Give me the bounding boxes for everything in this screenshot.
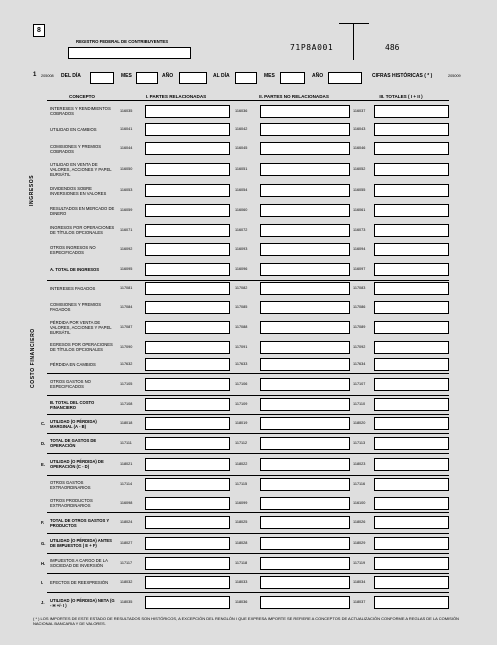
field-code: 117081 (120, 286, 133, 290)
row-concept-label (50, 592, 116, 613)
field-code: 117089 (353, 325, 366, 329)
field-code: 116059 (120, 208, 133, 212)
field-code: 118037 (353, 600, 366, 604)
to-day-label: AL DÍA (213, 73, 230, 79)
footnote: ( * ) LOS IMPORTES DE ESTE ESTADO DE RESULTADOS SON HISTÓRICOS, A EXCEPCIÓN DEL RENGLÓN I QUE EXPRESA IMPORTE SE REFIERE A CONCEPTOS DE ACTUALIZACIÓN CONFORME A REGLAS DE LA COMISIÓN NACIONAL BANCARIA Y DE VALORES. (33, 616, 459, 626)
row-concept-text: INTERESES PAGADOS (50, 286, 96, 291)
field-code: 116055 (353, 188, 366, 192)
field-code: 116036 (235, 108, 248, 113)
unrelated-amount-input[interactable] (260, 398, 350, 411)
row-concept-text: A. TOTAL DE INGRESOS (50, 267, 100, 272)
row-letter (41, 414, 49, 433)
unrelated-amount-input[interactable] (260, 204, 350, 217)
unrelated-amount-input[interactable] (260, 163, 350, 176)
to-year-label: AÑO (312, 73, 324, 79)
table-row (41, 414, 397, 433)
table-row (47, 159, 397, 180)
related-amount-input[interactable] (145, 516, 230, 529)
section-divider (47, 592, 449, 593)
row-concept-text: PÉRDIDA POR VENTA DE VALORES, ACCIONES Y PAPEL BURSÁTIL (50, 320, 112, 335)
row-concept-label (50, 414, 116, 433)
total-amount-input[interactable] (374, 123, 449, 136)
section-divider (47, 573, 449, 574)
field-code: 116072 (235, 227, 248, 232)
total-amount-input[interactable] (374, 301, 449, 314)
row-concept-label (50, 220, 116, 240)
related-amount-input[interactable] (145, 301, 230, 314)
field-code: 117085 (235, 304, 248, 309)
header-mark-vertical (353, 23, 354, 60)
row-concept-label (50, 373, 116, 395)
related-amount-input[interactable] (145, 263, 230, 276)
row-concept-text: UTILIDAD EN VENTA DE VALORES, ACCIONES Y PAPEL BURSÁTIL (50, 162, 112, 177)
field-code: 116071 (120, 227, 133, 232)
field-code: 117108 (120, 402, 133, 406)
row-concept-text: PÉRDIDA EN CAMBIOS (50, 362, 96, 367)
row-concept-text: B. TOTAL DEL COSTO FINANCIERO (50, 399, 95, 410)
row-concept-label (50, 297, 116, 317)
field-code: 118033 (235, 580, 248, 584)
total-amount-input[interactable] (374, 204, 449, 217)
row-letter (41, 453, 49, 475)
total-amount-input[interactable] (374, 263, 449, 276)
field-code: 117083 (353, 286, 366, 290)
row-concept-label (50, 475, 116, 494)
total-amount-input[interactable] (374, 105, 449, 118)
field-code: 118025 (235, 520, 248, 524)
unrelated-amount-input[interactable] (260, 358, 350, 371)
row-letter-text: J. (41, 600, 45, 605)
field-code: 117112 (235, 440, 248, 445)
section-divider (47, 433, 449, 434)
row-concept-text: DIVIDENDOS SOBRE INVERSIONES EN VALORES (50, 185, 107, 196)
total-amount-input[interactable] (374, 458, 449, 471)
table-row (41, 553, 397, 573)
unrelated-amount-input[interactable] (260, 458, 350, 471)
related-amount-input[interactable] (145, 458, 230, 471)
total-amount-input[interactable] (374, 184, 449, 197)
to-year-input[interactable] (328, 72, 362, 84)
field-code: 117119 (353, 560, 366, 565)
field-code: 116094 (353, 247, 366, 251)
total-amount-input[interactable] (374, 557, 449, 570)
field-code: 118026 (353, 520, 366, 524)
total-amount-input[interactable] (374, 358, 449, 371)
related-amount-input[interactable] (145, 204, 230, 217)
field-code: 118028 (235, 540, 248, 545)
field-code: 118029 (353, 540, 366, 545)
field-code: 116041 (120, 127, 133, 131)
field-code: 116035 (120, 108, 133, 113)
related-amount-input[interactable] (145, 123, 230, 136)
row-concept-text: INGRESOS POR OPERACIONES DE TÍTULOS OPCIONALES (50, 225, 115, 235)
row-letter (41, 433, 49, 453)
row-letter-text: C. (41, 421, 46, 426)
row-concept-text: OTROS INGRESOS NO ESPECIFICADOS (50, 244, 96, 255)
field-code: 116051 (235, 167, 248, 171)
row-letter-text: I. (41, 580, 44, 585)
row-concept-text: EFECTOS DE REEXPRESIÓN (50, 580, 109, 585)
period-code-start: 205008 (41, 74, 54, 78)
unrelated-amount-input[interactable] (260, 243, 350, 256)
section-divider (47, 280, 449, 281)
total-amount-input[interactable] (374, 537, 449, 550)
row-letter-text: G. (41, 540, 46, 546)
field-code: 116100 (353, 500, 366, 505)
unrelated-amount-input[interactable] (260, 516, 350, 529)
table-row (47, 121, 397, 138)
related-amount-input[interactable] (145, 341, 230, 354)
table-row (47, 240, 397, 259)
related-amount-input[interactable] (145, 378, 230, 391)
row-concept-label (50, 317, 116, 338)
row-letter (41, 553, 49, 573)
related-amount-input[interactable] (145, 497, 230, 510)
row-concept-label (50, 259, 116, 280)
field-code: 118035 (120, 600, 133, 604)
field-code: 116045 (235, 146, 248, 150)
row-concept-text: RESULTADOS EN MERCADO DE DINERO (50, 205, 115, 216)
unrelated-amount-input[interactable] (260, 224, 350, 237)
row-concept-label (50, 512, 116, 533)
total-amount-input[interactable] (374, 478, 449, 491)
period-line-number: 1 (33, 72, 37, 78)
field-code: 116093 (235, 247, 248, 251)
section-divider (47, 553, 449, 554)
totals-header: III. TOTALES ( I + II ) (353, 94, 449, 101)
total-amount-input[interactable] (374, 224, 449, 237)
total-amount-input[interactable] (374, 142, 449, 155)
table-row (47, 180, 397, 201)
concept-header: CONCEPTO (47, 94, 117, 101)
total-amount-input[interactable] (374, 596, 449, 609)
row-concept-label (50, 553, 116, 573)
total-amount-input[interactable] (374, 243, 449, 256)
field-code: 117111 (120, 440, 132, 445)
field-code: 116044 (120, 146, 133, 150)
field-code: 117106 (235, 381, 248, 386)
field-code: 116043 (353, 127, 366, 131)
table-row (47, 220, 397, 240)
unrelated-amount-input[interactable] (260, 417, 350, 430)
section-divider (47, 512, 449, 513)
field-code: 117091 (235, 344, 248, 349)
to-month-input[interactable] (280, 72, 305, 84)
unrelated-amount-input[interactable] (260, 142, 350, 155)
row-concept-label (50, 533, 116, 553)
row-concept-label (50, 138, 116, 159)
field-code: 116060 (235, 208, 248, 212)
field-code: 117082 (235, 286, 248, 290)
row-concept-text: OTROS GASTOS NO ESPECIFICADOS (50, 379, 91, 389)
field-code: 117086 (353, 304, 366, 309)
field-code: 118019 (235, 421, 248, 425)
related-amount-input[interactable] (145, 243, 230, 256)
section-divider (47, 414, 449, 415)
historical-figures-label: CIFRAS HISTÓRICAS ( * ) (372, 73, 433, 79)
table-row (47, 280, 397, 297)
row-letter-text: E. (41, 461, 45, 467)
field-code: 116053 (120, 188, 133, 192)
section-divider (47, 395, 449, 396)
row-concept-text: COMISIONES Y PREMIOS PAGADOS (50, 302, 102, 312)
unrelated-amount-input[interactable] (260, 596, 350, 609)
table-row (41, 533, 397, 553)
from-year-input[interactable] (179, 72, 207, 84)
row-concept-label (50, 338, 116, 356)
unrelated-amount-input[interactable] (260, 263, 350, 276)
field-code: 117088 (235, 325, 248, 329)
field-code: 118032 (120, 580, 133, 584)
field-code: 116097 (353, 267, 366, 271)
field-code: 117115 (235, 482, 248, 486)
row-letter (41, 512, 49, 533)
related-amount-input[interactable] (145, 398, 230, 411)
total-amount-input[interactable] (374, 437, 449, 450)
rfc-label: REGISTRO FEDERAL DE CONTRIBUYENTES (76, 39, 169, 44)
related-amount-input[interactable] (145, 358, 230, 371)
table-row (47, 317, 397, 338)
row-concept-text: TOTAL DE OTROS GASTOS Y PRODUCTOS (50, 517, 110, 528)
total-amount-input[interactable] (374, 576, 449, 589)
rfc-input[interactable] (68, 47, 191, 59)
field-code: 118020 (353, 421, 366, 425)
field-code: 116095 (120, 267, 133, 271)
to-month-label: MES (264, 73, 275, 79)
table-row (47, 494, 397, 512)
from-day-input[interactable] (90, 72, 114, 84)
field-code: 117117 (120, 560, 133, 565)
row-concept-label (50, 395, 116, 414)
field-code: 116052 (353, 167, 366, 171)
unrelated-amount-input[interactable] (260, 478, 350, 491)
row-concept-text: COMISIONES Y PREMIOS COBRADOS (50, 143, 102, 154)
total-amount-input[interactable] (374, 497, 449, 510)
row-concept-label (50, 453, 116, 475)
section-divider (47, 533, 449, 534)
unrelated-amount-input[interactable] (260, 282, 350, 295)
field-code: 116092 (120, 247, 133, 251)
row-letter (41, 592, 49, 613)
form-number: 486 (385, 43, 400, 52)
table-row (47, 373, 397, 395)
field-code: 118036 (235, 600, 248, 604)
section-divider (47, 453, 449, 454)
related-amount-input[interactable] (145, 437, 230, 450)
row-concept-text: IMPUESTOS A CARGO DE LA SOCIEDAD DE INVERSIÓN (50, 558, 108, 568)
related-amount-input[interactable] (145, 321, 230, 334)
row-concept-label (50, 240, 116, 259)
row-concept-label (50, 356, 116, 373)
row-concept-text: UTILIDAD EN CAMBIOS (50, 127, 97, 132)
unrelated-amount-input[interactable] (260, 497, 350, 510)
table-row (41, 592, 397, 613)
field-code: 118027 (120, 540, 133, 545)
field-code: 118021 (120, 461, 133, 466)
row-concept-label (50, 101, 116, 121)
row-concept-text: UTILIDAD (O PÉRDIDA) NETA (G - H +/- I ) (50, 597, 115, 608)
related-amount-input[interactable] (145, 596, 230, 609)
section-divider (47, 373, 449, 374)
to-day-input[interactable] (235, 72, 257, 84)
table-row (47, 395, 397, 414)
table-row (41, 573, 397, 592)
section-label-costo-financiero: COSTO FINANCIERO (30, 328, 36, 388)
total-amount-input[interactable] (374, 398, 449, 411)
field-code: 117632 (120, 362, 133, 366)
field-code: 117105 (120, 381, 133, 386)
field-code: 117118 (235, 560, 248, 565)
related-amount-input[interactable] (145, 142, 230, 155)
field-code: 116054 (235, 188, 248, 192)
unrelated-amount-input[interactable] (260, 557, 350, 570)
total-amount-input[interactable] (374, 417, 449, 430)
field-code: 117084 (120, 304, 133, 309)
field-code: 116096 (235, 267, 248, 271)
field-code: 118022 (235, 461, 248, 466)
field-code: 118018 (120, 421, 133, 425)
table-row (41, 512, 397, 533)
field-code: 117092 (353, 344, 366, 349)
unrelated-amount-input[interactable] (260, 301, 350, 314)
page-number: 8 (33, 24, 45, 37)
row-concept-text: OTROS GASTOS EXTRAORDINARIOS (50, 479, 91, 490)
row-concept-text: OTROS PRODUCTOS EXTRAORDINARIOS (50, 498, 93, 508)
row-concept-text: INTERESES Y RENDIMIENTOS COBRADOS (50, 106, 111, 116)
field-code: 117110 (353, 402, 366, 406)
section-label-ingresos: INGRESOS (29, 174, 35, 206)
table-row (41, 453, 397, 475)
row-concept-label (50, 280, 116, 297)
table-row (47, 259, 397, 280)
related-amount-input[interactable] (145, 576, 230, 589)
row-concept-label (50, 494, 116, 512)
field-code: 116061 (353, 208, 366, 212)
unrelated-amount-input[interactable] (260, 184, 350, 197)
field-code: 117634 (353, 362, 366, 366)
total-amount-input[interactable] (374, 282, 449, 295)
unrelated-amount-input[interactable] (260, 378, 350, 391)
related-parties-header: I. PARTES RELACIONADAS (117, 94, 235, 101)
unrelated-amount-input[interactable] (260, 341, 350, 354)
row-concept-text: UTILIDAD (O PÉRDIDA) ANTES DE IMPUESTOS ( E + F) (50, 538, 112, 548)
total-amount-input[interactable] (374, 516, 449, 529)
form-code: 71P8A001 (290, 43, 334, 52)
row-letter (41, 533, 49, 553)
related-amount-input[interactable] (145, 557, 230, 570)
row-concept-text: UTILIDAD (O PÉRDIDA) MARGINAL (A - B) (50, 418, 97, 429)
period-code-end: 205009 (448, 74, 461, 78)
row-letter-text: H. (41, 560, 46, 566)
from-day-label: DEL DÍA (61, 73, 81, 79)
row-letter (41, 573, 49, 592)
field-code: 118024 (120, 520, 133, 524)
row-concept-text: EGRESOS POR OPERACIONES DE TÍTULOS OPCIONALES (50, 342, 113, 352)
table-row (47, 338, 397, 356)
field-code: 117109 (235, 402, 248, 406)
field-code: 117113 (353, 440, 366, 445)
related-amount-input[interactable] (145, 478, 230, 491)
field-code: 117116 (353, 482, 366, 486)
unrelated-amount-input[interactable] (260, 537, 350, 550)
field-code: 117090 (120, 344, 133, 349)
from-month-input[interactable] (136, 72, 158, 84)
related-amount-input[interactable] (145, 537, 230, 550)
row-concept-text: UTILIDAD (O PÉRDIDA) DE OPERACIÓN (C - D) (50, 459, 104, 469)
related-amount-input[interactable] (145, 105, 230, 118)
row-concept-label (50, 159, 116, 180)
table-row (47, 475, 397, 494)
section-divider (47, 475, 449, 476)
unrelated-parties-header: II. PARTES NO RELACIONADAS (235, 94, 353, 101)
total-amount-input[interactable] (374, 341, 449, 354)
related-amount-input[interactable] (145, 417, 230, 430)
field-code: 116050 (120, 167, 133, 171)
table-row (47, 356, 397, 373)
total-amount-input[interactable] (374, 321, 449, 334)
table-row (47, 138, 397, 159)
unrelated-amount-input[interactable] (260, 576, 350, 589)
row-concept-label (50, 573, 116, 592)
related-amount-input[interactable] (145, 163, 230, 176)
row-concept-text: TOTAL DE GASTOS DE OPERACIÓN (50, 438, 97, 448)
field-code: 117633 (235, 362, 248, 366)
unrelated-amount-input[interactable] (260, 321, 350, 334)
field-code: 116099 (235, 500, 248, 505)
field-code: 116073 (353, 227, 366, 232)
row-letter-text: D. (41, 440, 46, 446)
field-code: 116042 (235, 127, 248, 131)
row-concept-label (50, 180, 116, 201)
field-code: 118034 (353, 580, 366, 584)
related-amount-input[interactable] (145, 282, 230, 295)
field-code: 116098 (120, 500, 133, 505)
field-code: 117114 (120, 482, 133, 486)
unrelated-amount-input[interactable] (260, 123, 350, 136)
from-year-label: AÑO (162, 73, 174, 79)
field-code: 116037 (353, 108, 366, 113)
row-concept-label (50, 201, 116, 220)
unrelated-amount-input[interactable] (260, 437, 350, 450)
total-amount-input[interactable] (374, 163, 449, 176)
total-amount-input[interactable] (374, 378, 449, 391)
row-letter-text: F. (41, 520, 45, 525)
related-amount-input[interactable] (145, 184, 230, 197)
unrelated-amount-input[interactable] (260, 105, 350, 118)
table-row (47, 101, 397, 121)
related-amount-input[interactable] (145, 224, 230, 237)
field-code: 117087 (120, 325, 133, 329)
row-concept-label (50, 121, 116, 138)
row-concept-label (50, 433, 116, 453)
table-row (47, 297, 397, 317)
table-row (47, 201, 397, 220)
field-code: 116046 (353, 146, 366, 150)
from-month-label: MES (121, 73, 132, 79)
field-code: 117107 (353, 381, 366, 386)
header-mark-horizontal (339, 23, 369, 24)
table-row (41, 433, 397, 453)
field-code: 118023 (353, 461, 366, 466)
